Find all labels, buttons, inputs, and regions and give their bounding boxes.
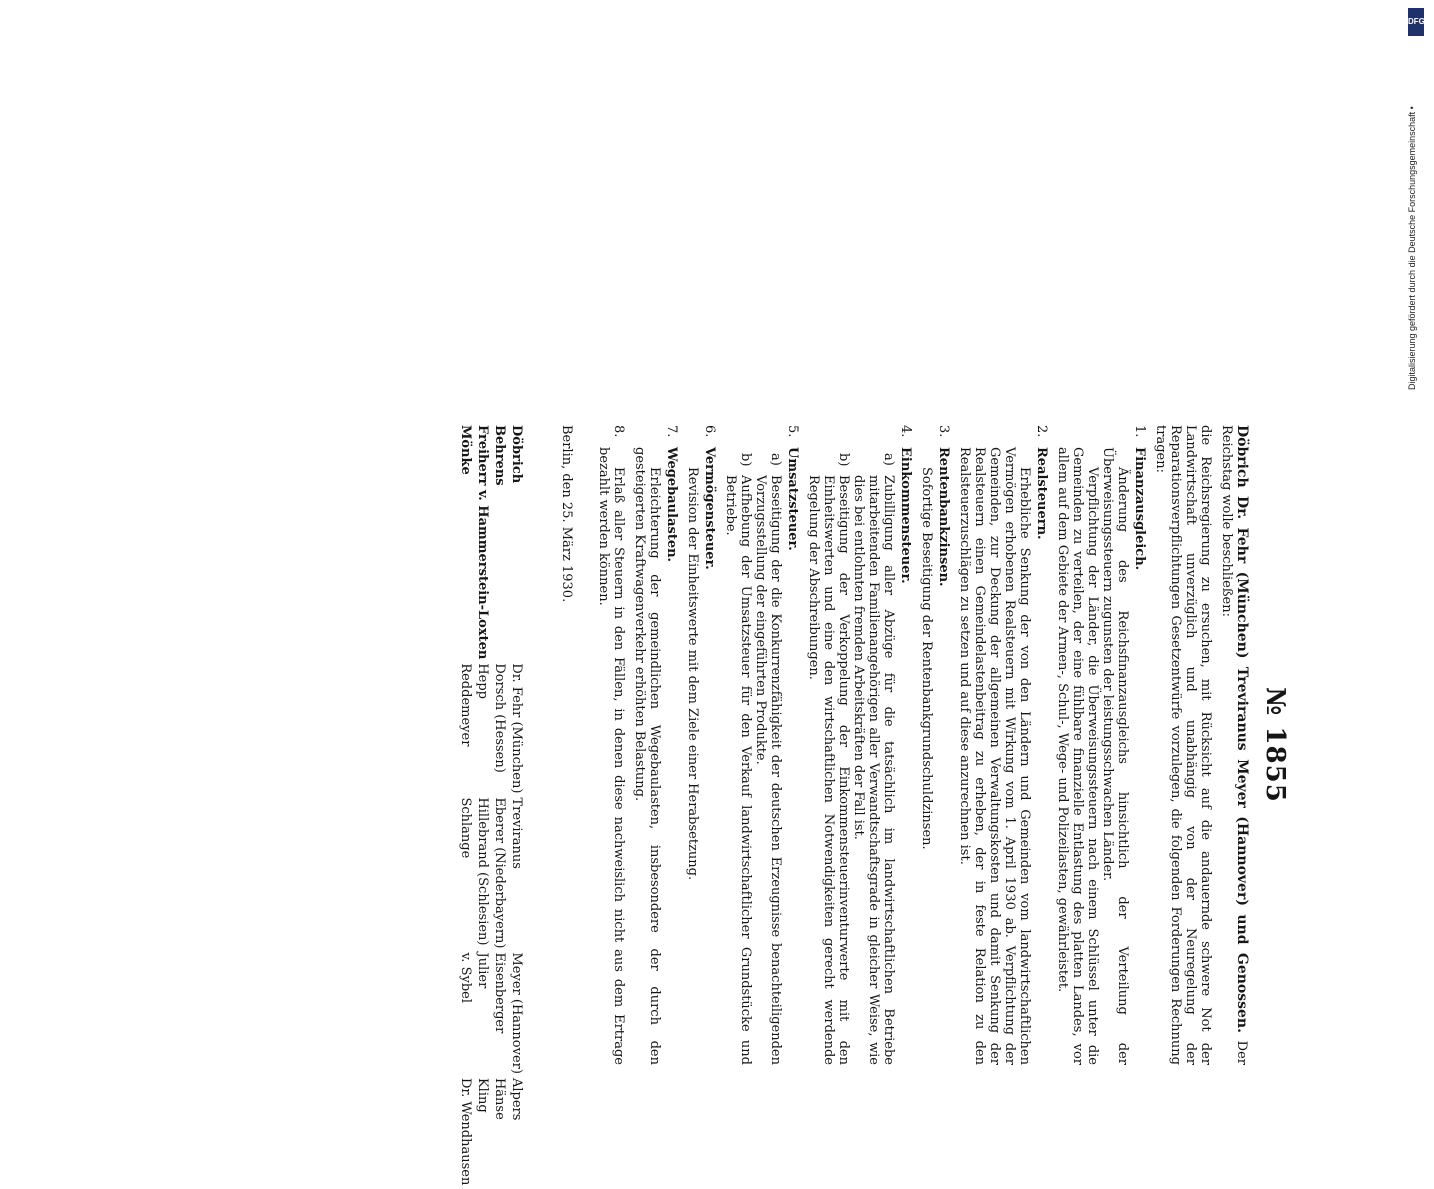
signatory-row <box>491 425 508 1189</box>
demand-paragraph: Erlaß aller Steuern in den Fällen, in denen diese nachweislich nicht aus dem Ertrage bezahlt werden können. <box>596 447 626 1065</box>
signatory-name: Hillebrand (Schlesien) <box>475 797 490 946</box>
dfg-logo: DFG <box>1408 8 1424 36</box>
watermark <box>1404 0 1434 1000</box>
demand-body <box>1055 447 1147 1065</box>
signatories-table <box>457 425 525 1189</box>
demand-number: 1. <box>1132 425 1147 438</box>
demand-title: Finanzausgleich. <box>1132 447 1147 571</box>
signatory-name: Eisenberger <box>492 952 507 1034</box>
document-number: № 1855 <box>1260 687 1290 803</box>
watermark-text: Digitalisierung gefördert durch die Deutsche Forschungsgemeinschaft • <box>1407 106 1417 390</box>
signatory-name: Eberer (Niederbayern) <box>492 797 507 949</box>
subitem-label: a) <box>768 453 783 466</box>
demand-number: 6. <box>702 425 717 438</box>
subitem-text: Beseitigung der die Konkurrenzfähigkeit der deutschen Erzeugnisse benachteiligenden Vorzugsstellung der eingeführten Produkte. <box>753 475 783 1065</box>
demand-number: 3. <box>936 425 951 438</box>
subitem-label: a) <box>881 453 896 466</box>
signatory-name: Dorsch (Hessen) <box>492 663 507 773</box>
demand-title: Realsteuern. <box>1034 447 1049 540</box>
demand-subitem <box>723 447 753 1065</box>
demand-item <box>957 425 1049 1065</box>
demand-paragraph: Erleichterung der gemeindlichen Wegebaulasten, insbesondere der durch den gesteigerten Kraftwagenverkehr erhöhten Belastung. <box>632 447 662 1065</box>
intro-tail: Der Reichstag wolle beschließen: <box>1219 425 1249 1065</box>
intro-signers: Döbrich Dr. Fehr (München) Treviranus Meyer (Hannover) und Genossen. <box>1234 425 1250 1033</box>
signatory-name: Hepp <box>475 663 490 699</box>
signatory-name: Treviranus <box>509 797 524 869</box>
signatory-name: Reddemeyer <box>458 663 473 747</box>
signatory-name: Schlange <box>458 797 473 859</box>
signatory-name: v. Sybel <box>458 952 473 1003</box>
demand-item <box>596 425 626 1065</box>
demand-paragraph: Erhebliche Senkung der von den Ländern und Gemeinden vom landwirtschaftlichen Vermögen erhobenen Realsteuern mit Wirkung vom 1. April 1930 ab. Verpflichtung der Gemeinden, zur Deckung der allgemeinen Verwaltungskosten und damit Senkung der Realsteuern einen Gemeindelastenbeitrag zu erheben, der in feste Relation zu den Realsteuerzuschlägen zu setzen und auf diese anzurechnen ist. <box>957 447 1032 1065</box>
subitem-text: Zubilligung aller Abzüge für die tatsächlich im landwirtschaftlichen Betriebe mitarbeitenden Familienangehörigen aller Verwandtschaftsgrade in gleicher Weise, wie dies bei entlohnten fremden Arbeitskräften der Fall ist. <box>851 475 896 1065</box>
signatory-name: Kling <box>475 1077 490 1113</box>
signatory-name: Hänse <box>492 1077 507 1120</box>
signatory-name: Mönke <box>458 425 473 475</box>
signatory-row <box>474 425 491 1189</box>
demand-item <box>919 425 951 1065</box>
subitem-label: b) <box>836 453 851 467</box>
demand-subitem <box>753 447 783 1065</box>
signatory-name: Meyer (Hannover) <box>509 952 524 1074</box>
demand-number: 7. <box>664 425 679 438</box>
preamble: die Reichsregierung zu ersuchen, mit Rücksicht auf die andauernde schwere Not der Landwirtschaft unverzüglich und unabhängig von der Neuregelung der Reparationsverpflichtungen Gesetzentwürfe vorzulegen, die folgenden Forderungen Rechnung tragen: <box>1153 425 1213 1065</box>
signatory-row <box>508 425 525 1189</box>
demand-paragraph: Revision der Einheitswerte mit dem Ziele einer Herabsetzung. <box>685 467 700 881</box>
demand-number: 5. <box>785 425 800 438</box>
signatory-name: Döbrich <box>509 425 524 484</box>
demand-item <box>723 425 800 1065</box>
subitem-text: Aufhebung der Umsatzsteuer für den Verkauf landwirtschaftlicher Grundstücke und Betriebe. <box>723 475 753 1065</box>
subitem-text: Beseitigung der Verkoppelung der Einkommensteuerinventurwerte mit den Einheitswerten und eine den wirtschaftlichen Notwendigkeiten gerecht werdende Regelung der Abschreibungen. <box>806 475 851 1065</box>
demand-body <box>957 447 1049 1065</box>
demand-paragraph: Sofortige Beseitigung der Rentenbankgrundschuldzinsen. <box>919 467 934 850</box>
demand-title: Umsatzsteuer. <box>785 447 800 551</box>
subitem-label: b) <box>738 453 753 467</box>
signatory-name: Freiherr v. Hammerstein-Loxten <box>475 425 490 660</box>
signatory-name: Alpers <box>509 1077 524 1121</box>
date-line: Berlin, den 25. März 1930. <box>559 425 574 603</box>
demand-paragraph: Änderung des Reichsfinanzausgleichs hinsichtlich der Verteilung der Überweisungssteuern zugunsten der leistungsschwachen Länder. <box>1100 447 1130 1065</box>
demand-body <box>919 447 951 1065</box>
demand-item <box>632 425 679 1065</box>
demand-number: 8. <box>611 425 626 438</box>
demand-title: Rentenbankzinsen. <box>936 447 951 587</box>
demand-number: 4. <box>898 425 913 438</box>
demand-item <box>806 425 913 1065</box>
demand-title: Vermögensteuer. <box>702 447 717 570</box>
demand-body <box>685 447 717 1065</box>
demand-body <box>596 447 626 1065</box>
signatory-name: Behrens <box>492 425 507 486</box>
demand-number: 2. <box>1034 425 1049 438</box>
demands-list <box>596 425 1147 1065</box>
signatory-name: Dr. Wendhausen <box>458 1077 473 1186</box>
demand-subitem <box>806 447 851 1065</box>
signatory-name: Dr. Fehr (München) <box>509 663 524 794</box>
demand-subitem <box>851 447 896 1065</box>
intro-paragraph <box>1219 425 1249 1065</box>
signatory-row <box>457 425 474 1189</box>
signatory-name: Julier <box>475 952 490 989</box>
demand-item <box>1055 425 1147 1065</box>
demand-body <box>632 447 679 1065</box>
demand-title: Wegebaulasten. <box>664 447 679 563</box>
demand-body <box>723 447 800 1065</box>
demand-title: Einkommensteuer. <box>898 447 913 584</box>
demand-body <box>806 447 913 1065</box>
demand-item <box>685 425 717 1065</box>
demand-paragraph: Verpflichtung der Länder, die Überweisungssteuern nach einem Schlüssel unter die Gemeinden zu verteilen, der eine fühlbare finanzielle Entlastung des platten Landes, vor allem auf dem Gebiete der Armen-, Schul-, Wege- und Polizeilasten, gewährleistet. <box>1055 447 1100 1065</box>
document-page <box>152 425 1290 1186</box>
